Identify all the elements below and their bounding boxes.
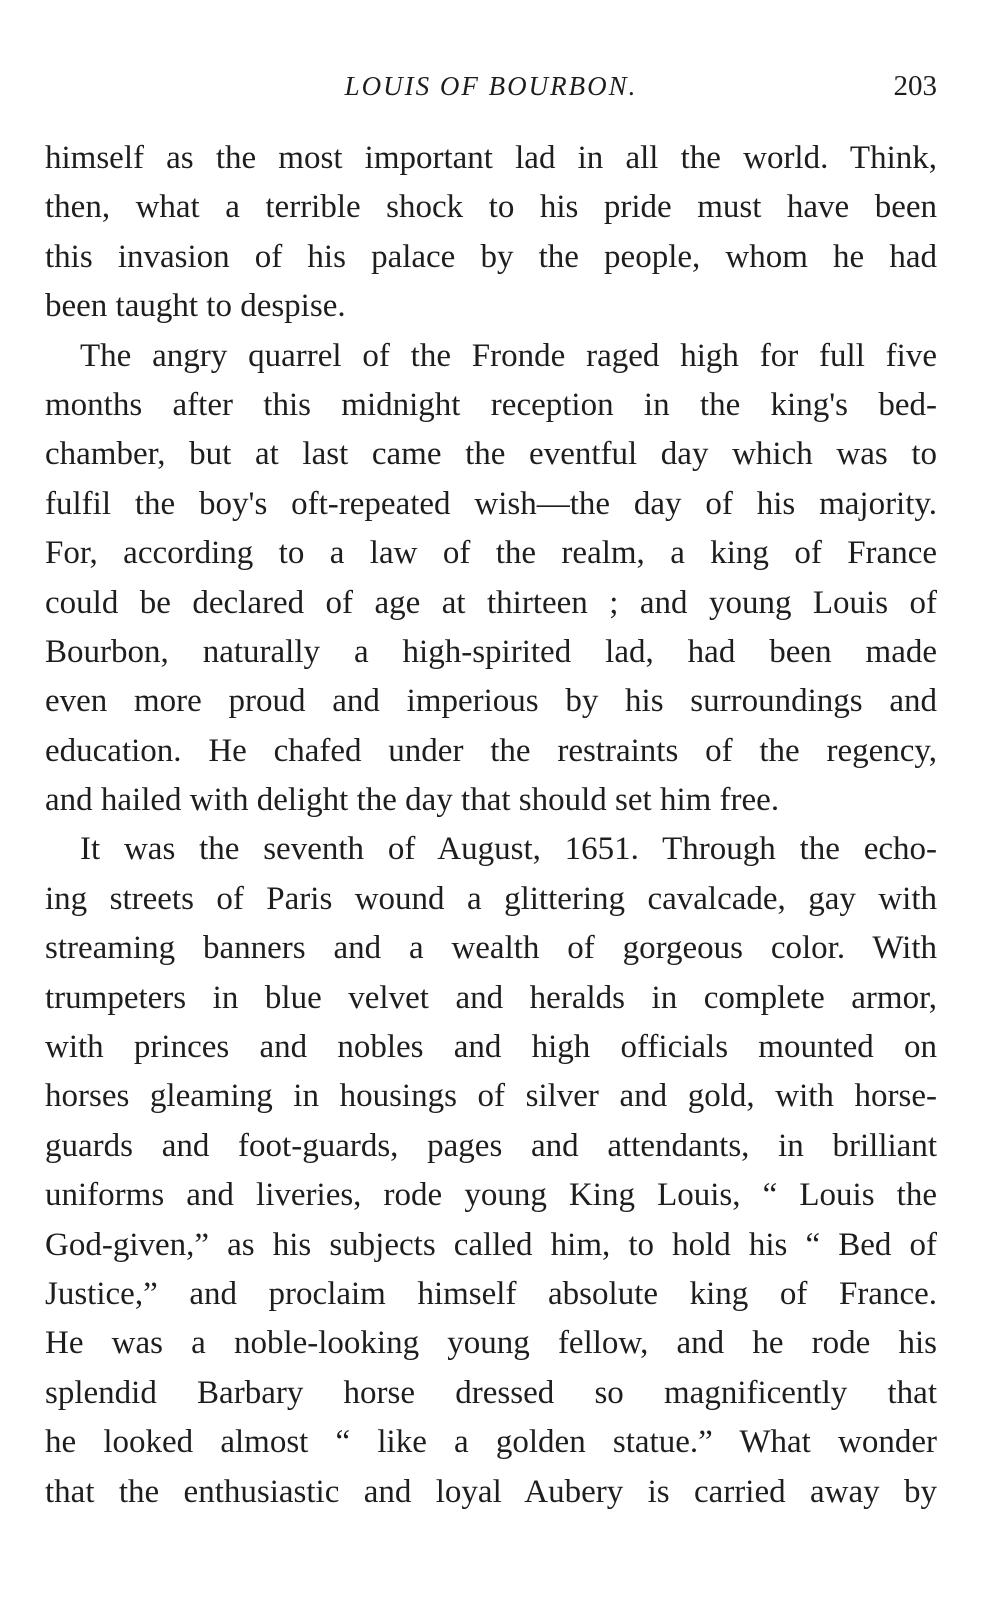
- text-line: He was a noble-looking young fellow, and he rode his: [45, 1325, 937, 1362]
- text-line: with princes and nobles and high officials mounted on: [45, 1029, 937, 1066]
- text-line: splendid Barbary horse dressed so magnificently that: [45, 1374, 937, 1411]
- text-line: Bourbon, naturally a high-spirited lad, had been made: [45, 633, 937, 670]
- text-line: For, according to a law of the realm, a king of France: [45, 535, 937, 572]
- text-line: education. He chafed under the restraints of the regency,: [45, 732, 937, 769]
- text-line: could be declared of age at thirteen ; and young Louis of: [45, 584, 937, 621]
- text-line: he looked almost “ like a golden statue.” What wonder: [45, 1424, 937, 1461]
- text-line: guards and foot-guards, pages and attendants, in brilliant: [45, 1127, 937, 1164]
- text-line: The angry quarrel of the Fronde raged high for full five: [80, 337, 937, 374]
- text-line: God-given,” as his subjects called him, to hold his “ Bed of: [45, 1226, 937, 1263]
- paragraph-1: [45, 134, 937, 332]
- text-line: fulfil the boy's oft-repeated wish—the day of his majority.: [45, 485, 937, 522]
- text-line: uniforms and liveries, rode young King Louis, “ Louis the: [45, 1177, 937, 1214]
- text-line: It was the seventh of August, 1651. Through the echo-: [80, 831, 937, 868]
- text-line: that the enthusiastic and loyal Aubery is carried away by: [45, 1473, 937, 1510]
- text-line: then, what a terrible shock to his pride must have been: [45, 189, 937, 226]
- text-line: trumpeters in blue velvet and heralds in complete armor,: [45, 979, 937, 1016]
- text-line: himself as the most important lad in all the world. Think,: [45, 140, 937, 176]
- text-line: even more proud and imperious by his surroundings and: [45, 683, 937, 720]
- text-line: months after this midnight reception in the king's bed-: [45, 386, 937, 423]
- running-head: [45, 66, 937, 106]
- text-line: horses gleaming in housings of silver and gold, with horse-: [45, 1078, 937, 1115]
- paragraph-2: [45, 332, 937, 826]
- page-number: 203: [893, 70, 937, 102]
- text-line: streaming banners and a wealth of gorgeous color. With: [45, 930, 937, 967]
- text-line: chamber, but at last came the eventful day which was to: [45, 436, 937, 473]
- text-line: Justice,” and proclaim himself absolute king of France.: [45, 1275, 937, 1312]
- text-line: this invasion of his palace by the people, whom he had: [45, 238, 937, 275]
- body-text: [45, 134, 937, 1517]
- paragraph-3: [45, 825, 937, 1516]
- text-line: ing streets of Paris wound a glittering cavalcade, gay with: [45, 880, 937, 917]
- running-title: LOUIS OF BOURBON.: [344, 71, 638, 101]
- text-line: been taught to despise.: [45, 288, 346, 325]
- text-line: and hailed with delight the day that should set him free.: [45, 782, 780, 819]
